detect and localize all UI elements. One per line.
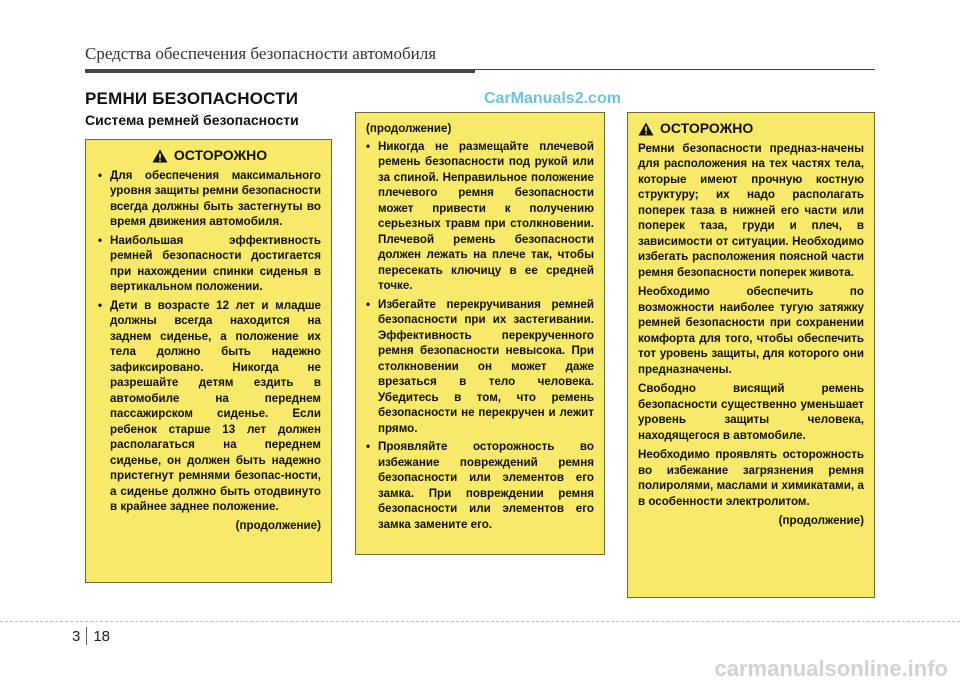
page-header-title: Средства обеспечения безопасности автомобиля (85, 44, 437, 63)
page-number (72, 627, 110, 645)
warning-triangle-icon (638, 122, 654, 136)
continued-label: (продолжение) (235, 518, 321, 532)
paragraph: Ремни безопасности предназ-начены для расположения на тех частях тела, которые имеют прочную костную структуру; их надо располагать поперек таза в нижней его части или поперек таза, груди и плеч, в зависимости от ситуации. Необходимо избегать расположения поясной части ремня безопасности поперек живота. (638, 141, 864, 279)
list-item: • Наибольшая эффективность ремней безопасности достигается при нахождении спинки сиденья в вертикальном положении. (98, 233, 321, 295)
paragraph: Необходимо проявлять осторожность во избежание загрязнения ремня полиролями, маслами и химикатами, а в особенности электролитом. (638, 448, 864, 508)
list-item: • Проявляйте осторожность во избежание повреждений ремня безопасности или элементов его замка. При повреждении ремня безопасности или элементов его замка замените его. (366, 439, 594, 532)
list-item: • Никогда не размещайте плечевой ремень безопасности под рукой или за спиной. Неправильное положение плечевого ремня безопасности может привести к получению серьезных травм при столкновении. Плечевой ремень безопасности должен лежать на плече так, чтобы пересекать ключицу в ее средней точке. (366, 139, 594, 294)
warning-title-text: ОСТОРОЖНО (173, 147, 268, 163)
page-number-separator (86, 627, 87, 645)
paragraph: Свободно висящий ремень безопасности существенно уменьшает уровень защиты человека, находящегося в автомобиле. (638, 382, 864, 442)
watermark-bottom[interactable]: carmanualsonline.info (714, 656, 948, 681)
page-divider (0, 621, 960, 622)
continued-label: (продолжение) (778, 514, 864, 527)
list-item: • Для обеспечения максимального уровня защиты ремни безопасности всегда должны быть застегнуты во время движения автомобиля. (98, 168, 321, 230)
section-subheading: Система ремней безопасности (85, 112, 299, 128)
section-heading: РЕМНИ БЕЗОПАСНОСТИ (85, 89, 299, 108)
warning-box-1 (85, 139, 332, 583)
list-item: • Избегайте перекручивания ремней безопасности при их застегивании. Эффективность перекрученного ремня безопасности невысока. При столкновении он может даже врезаться в тело человека. Убедитесь в том, что ремень безопасности не перекручен и лежит прямо. (366, 297, 594, 437)
warning-title (638, 121, 864, 137)
chapter-number: 3 (72, 627, 81, 645)
warning-title (98, 148, 321, 164)
warning-title-text: ОСТОРОЖНО (660, 120, 754, 136)
header-rule-accent (85, 69, 475, 73)
warning-triangle-icon (152, 149, 168, 163)
list-item: • Дети в возрасте 12 лет и младше должны всегда находится на заднем сиденье, а положение их тела должно быть надежно зафиксировано. Никогда не разрешайте детям ездить в автомобиле на переднем пассажирском сиденье. Если ребенок старше 13 лет должен располагаться на переднем сиденье, он должен быть надежно пристегнут ремнями безопас-ности, а сиденье должно быть отодвинуто в крайнее заднее положение. (98, 298, 321, 515)
watermark-top[interactable]: CarManuals2.com (484, 90, 621, 107)
warning-box-3 (627, 112, 875, 598)
paragraph: Необходимо обеспечить по возможности наиболее тугую затяжку ремней безопасности при сохранении комфорта для того, чтобы обеспечить тот уровень защиты, для которого они предназначены. (638, 285, 864, 376)
warning-list (98, 168, 321, 515)
page-number-value: 18 (93, 627, 111, 645)
warning-list (366, 139, 594, 533)
continued-label-top: (продолжение) (366, 122, 452, 135)
warning-box-2 (355, 112, 605, 555)
